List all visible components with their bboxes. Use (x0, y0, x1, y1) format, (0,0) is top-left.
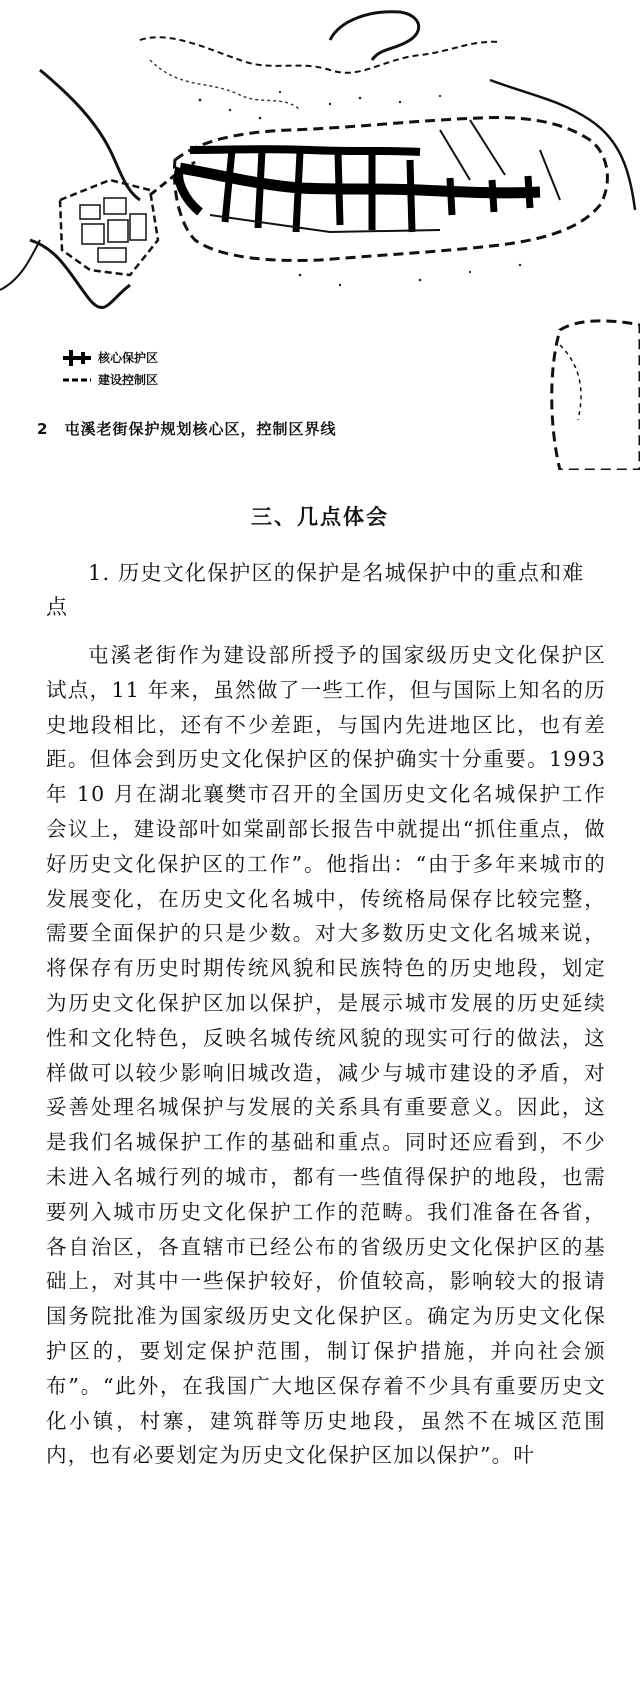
peninsula-outline (330, 12, 419, 60)
subsection-heading: 1. 历史文化保护区的保护是名城保护中的重点和难点 (46, 561, 585, 619)
body-paragraph: 屯溪老街作为建设部所授予的国家级历史文化保护区试点，11 年来，虽然做了一些工作，但与国际上知名的历史地段相比，还有不少差距，与国内先进地区比，也有差距。但体会到历史文化保护区的保护确实十分重要。1993 年 10 月在湖北襄樊市召开的全国历史文化名城保护工作会议上，建设部叶如棠副部长报告中就提出“抓住重点，做好历史文化保护区的工作”。他指出：“由于多年来城市的发展变化，在历史文化名城中，传统格局保存比较完整，需要全面保护的只是少数。对大多数历史文化名城来说，将保存有历史时期传统风貌和民族特色的历史地段，划定为历史文化保护区加以保护，是展示城市发展的历史延续性和文化特色，反映名城传统风貌的现实可行的做法，这样做可以较少影响旧城改造，减少与城市建设的矛盾，对妥善处理名城保护与发展的关系具有重要意义。因此，这是我们名城保护工作的基础和重点。同时还应看到，不少未进入名城行列的城市，都有一些值得保护的地段，也需要列入城市历史文化保护工作的范畴。我们准备在各省，各自治区，各直辖市已经公布的省级历史文化保护区的基础上，对其中一些保护较好，价值较高，影响较大的报请国务院批准为国家级历史文化保护区。确定为历史文化保护区的，要划定保护范围，制订保护措施，并向社会颁布”。“此外，在我国广大地区保存着不少具有重要历史文化小镇，村寨，建筑群等历史地段，虽然不在城区范围内，也有必要划定为历史文化保护区加以保护”。叶 (46, 643, 606, 1468)
west-district-blocks (80, 198, 146, 262)
legend-core-zone (62, 347, 158, 369)
figure-caption-number: 2 (37, 420, 49, 438)
river-bank-left (0, 240, 40, 290)
figure-caption-text: 屯溪老街保护规划核心区，控制区界线 (64, 420, 337, 438)
map-legend (62, 347, 158, 391)
west-district-outline (60, 180, 158, 275)
hill-ridge (150, 60, 300, 110)
conservation-plan-figure (0, 0, 640, 470)
legend-control-zone (62, 369, 158, 391)
southeast-boundary-arc (552, 321, 640, 470)
core-zone-symbol-icon (62, 350, 92, 366)
southeast-inner-line (560, 345, 581, 420)
conservation-plan-map (0, 0, 640, 470)
section-title: 三、几点体会 (251, 505, 389, 529)
core-street-north (190, 149, 420, 152)
river-bank-lower (30, 240, 130, 308)
control-zone-dash-icon (62, 372, 92, 388)
legend-core-zone-label: 核心保护区 (98, 351, 159, 365)
north-hill-boundary (140, 37, 500, 72)
river-bank-upper (40, 70, 140, 200)
legend-control-zone-label: 建设控制区 (98, 373, 159, 387)
core-street-main (180, 168, 540, 193)
figure-caption (37, 418, 336, 440)
